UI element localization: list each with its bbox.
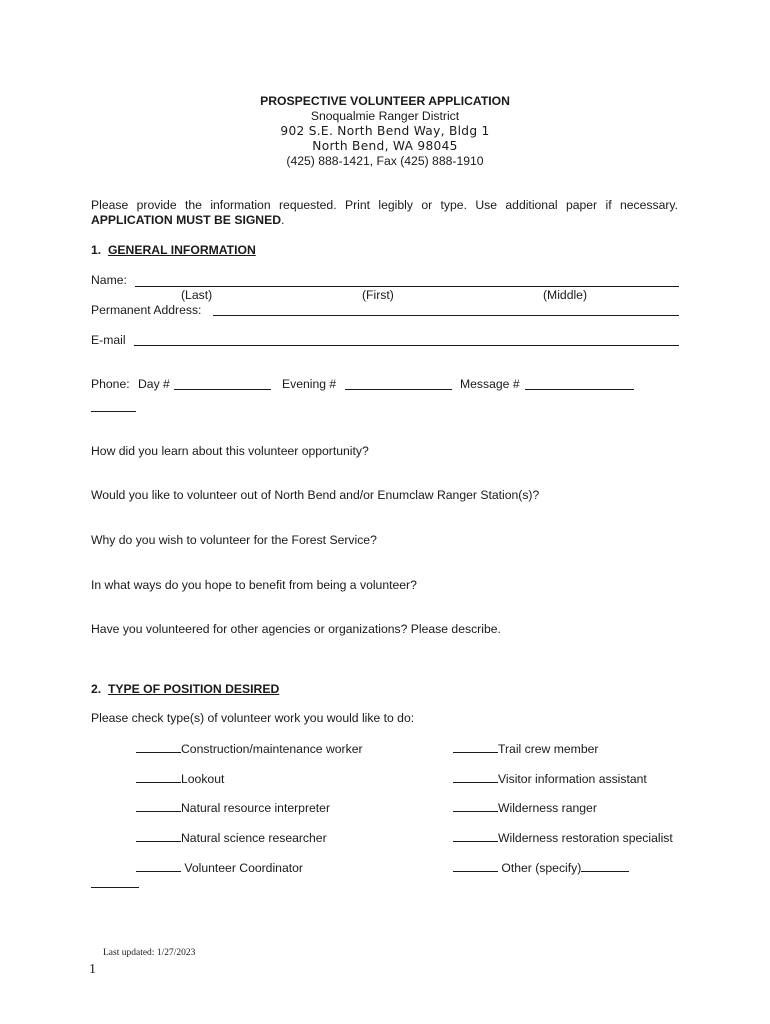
other-specify-field-continued[interactable] [91,886,139,888]
question-benefit: In what ways do you hope to benefit from being a volunteer? [91,578,417,592]
option-label: Volunteer Coordinator [181,861,303,875]
question-station: Would you like to volunteer out of North Bend and/or Enumclaw Ranger Station(s)? [91,488,540,502]
question-other-agencies: Have you volunteered for other agencies or organizations? Please describe. [91,622,501,636]
option-checkbox[interactable] [136,741,181,753]
option-label: Natural resource interpreter [181,801,331,815]
address-label: Permanent Address: [91,303,202,317]
last-name-caption: (Last) [181,288,213,302]
intro-text: Please provide the information requested. Print legibly or type. Use additional paper if necessary. [91,198,678,212]
phone-label: Phone: [91,377,130,391]
contact-phone: (425) 888-1421, Fax (425) 888-1910 [286,154,484,168]
message-phone-field-continued[interactable] [91,410,136,412]
evening-phone-field[interactable] [345,388,452,390]
option-visitor-info[interactable] [453,771,647,786]
section-2-heading [91,682,279,696]
option-checkbox[interactable] [136,771,181,783]
option-volunteer-coordinator[interactable] [136,860,303,875]
signed-notice [91,213,284,227]
first-name-caption: (First) [362,288,394,302]
option-restoration[interactable] [453,830,673,845]
option-label: Construction/maintenance worker [181,742,363,756]
signed-notice-text: APPLICATION MUST BE SIGNED [91,213,282,227]
option-lookout[interactable] [136,771,224,786]
option-checkbox[interactable] [453,830,498,842]
position-instruction: Please check type(s) of volunteer work you would like to do: [91,711,415,725]
section-2-number: 2. [91,682,102,696]
option-checkbox[interactable] [136,830,181,842]
day-phone-field[interactable] [174,388,271,390]
section-1-number: 1. [91,243,102,257]
option-checkbox[interactable] [136,800,181,812]
message-phone-label: Message # [460,377,520,391]
question-why: Why do you wish to volunteer for the Forest Service? [91,533,377,547]
option-interpreter[interactable] [136,800,330,815]
option-checkbox[interactable] [453,860,498,872]
page-number: 1 [89,962,96,977]
signed-notice-period: . [281,213,285,227]
option-label: Wilderness ranger [498,801,597,815]
address-line-1: 902 S.E. North Bend Way, Bldg 1 [280,124,490,138]
section-2-title: TYPE OF POSITION DESIRED [107,682,280,696]
email-field[interactable] [134,344,679,346]
option-label: Natural science researcher [181,831,327,845]
other-specify-field[interactable] [581,860,629,872]
option-checkbox[interactable] [453,771,498,783]
evening-phone-label: Evening # [282,377,337,391]
address-field[interactable] [213,314,679,316]
option-checkbox[interactable] [453,800,498,812]
district-name: Snoqualmie Ranger District [310,109,460,123]
name-label: Name: [91,273,127,287]
option-construction[interactable] [136,741,363,756]
option-other[interactable] [453,860,629,875]
option-label: Other (specify) [498,861,582,875]
option-trail-crew[interactable] [453,741,598,756]
name-field[interactable] [135,285,679,287]
document-title: PROSPECTIVE VOLUNTEER APPLICATION [260,94,510,108]
option-wilderness-ranger[interactable] [453,800,597,815]
middle-name-caption: (Middle) [543,288,588,302]
option-label: Wilderness restoration specialist [498,831,673,845]
option-label: Lookout [181,772,225,786]
message-phone-field[interactable] [525,388,634,390]
option-label: Visitor information assistant [498,772,647,786]
option-checkbox[interactable] [136,860,181,872]
option-researcher[interactable] [136,830,327,845]
question-learn: How did you learn about this volunteer opportunity? [91,444,369,458]
section-1-heading [91,243,256,257]
address-line-2: North Bend, WA 98045 [312,139,458,153]
option-label: Trail crew member [498,742,599,756]
option-checkbox[interactable] [453,741,498,753]
section-1-title: GENERAL INFORMATION [107,243,256,257]
day-phone-label: Day # [138,377,170,391]
email-label: E-mail [91,333,126,347]
last-updated: Last updated: 1/27/2023 [103,948,196,958]
